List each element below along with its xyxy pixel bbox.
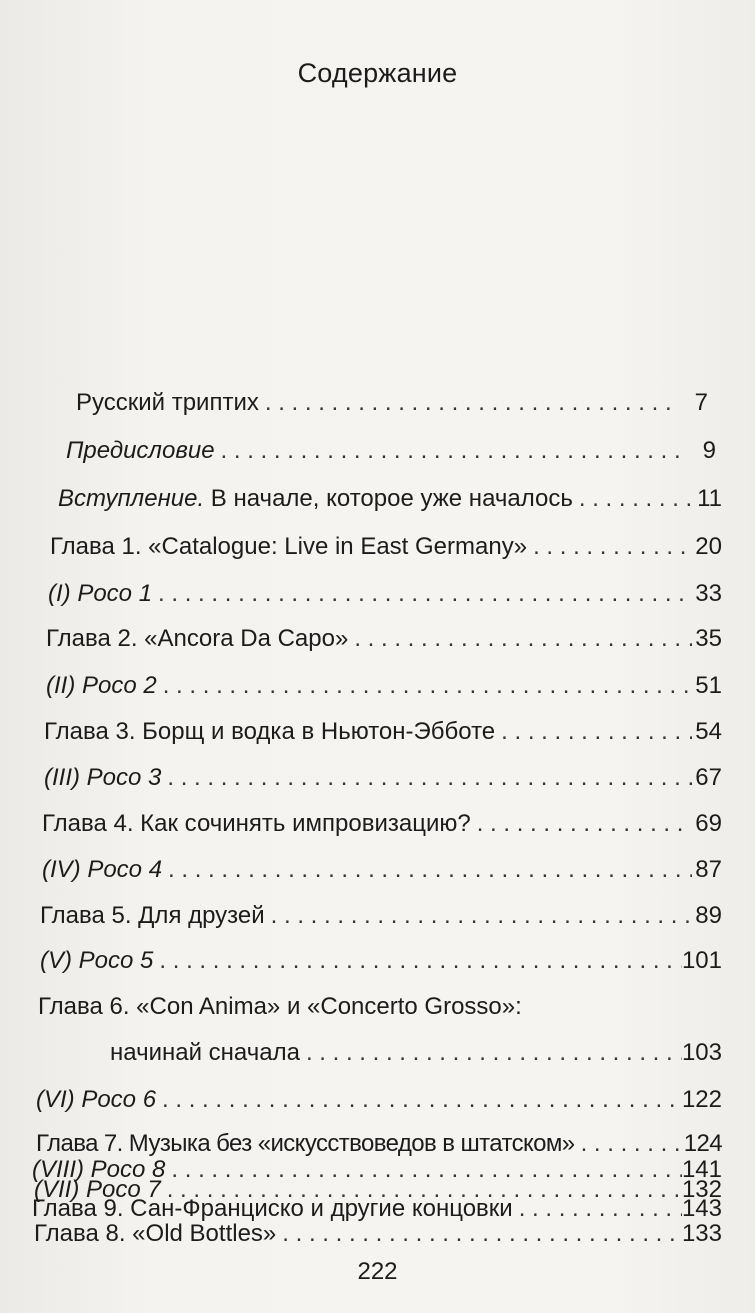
toc-entry	[50, 530, 722, 564]
toc-entry-title: Глава 5. Для друзей	[40, 902, 265, 929]
dot-leader	[513, 1192, 682, 1226]
toc-entry-page: 9	[702, 437, 716, 464]
toc-entry-title-italic: Вступление.	[58, 485, 205, 512]
dot-leader	[156, 1083, 682, 1117]
toc-entry-title: (VIII) Poco 8	[32, 1156, 166, 1183]
toc-entry	[46, 622, 722, 656]
toc-entry	[42, 853, 722, 887]
toc-entry-title: (IV) Poco 4	[42, 856, 163, 883]
dot-leader	[157, 669, 692, 703]
toc-entry-page: 51	[695, 672, 722, 699]
toc-entry-title: Глава 3. Борщ и водка в Ньютон-Эбботе	[44, 718, 496, 745]
toc-entry-page: 101	[681, 947, 722, 974]
toc-entry	[42, 807, 722, 841]
dot-leader	[215, 434, 686, 468]
toc-entry-page: 89	[695, 902, 722, 929]
toc-entry-title: Предисловие	[66, 437, 215, 464]
toc-entry-page: 33	[695, 580, 722, 607]
toc-entry-page: 20	[695, 533, 722, 560]
dot-leader	[300, 1036, 682, 1070]
toc-entry-title: Глава 1. «Catalogue: Live in East Germany»	[50, 533, 528, 560]
toc-entry-page: 122	[681, 1086, 722, 1113]
toc-entry	[66, 434, 716, 468]
toc-entry-title: (VI) Poco 6	[36, 1086, 157, 1113]
toc-entry	[48, 577, 722, 611]
toc-entry-title: Глава 4. Как сочинять импровизацию?	[42, 810, 471, 837]
toc-entry	[44, 715, 722, 749]
toc-entry	[32, 1153, 722, 1187]
toc-entry	[110, 1036, 722, 1070]
toc-entry	[40, 944, 722, 978]
toc-entry-page: 143	[681, 1195, 722, 1222]
dot-leader	[161, 761, 692, 795]
toc-entry	[32, 1192, 722, 1226]
toc-entry-page: 141	[681, 1156, 722, 1183]
toc-entry-title: (I) Poco 1	[48, 580, 153, 607]
dot-leader	[152, 577, 692, 611]
toc-entry-title: Глава 7. Музыка без «искусствоведов в штатском»	[36, 1130, 575, 1157]
dot-leader	[165, 1153, 682, 1187]
toc-entry-page: 133	[681, 1220, 722, 1247]
table-of-contents	[0, 378, 755, 1247]
toc-entry-first-line	[38, 990, 722, 1024]
page-title: Содержание	[297, 58, 458, 88]
toc-entry-title: Русский триптих	[76, 389, 259, 416]
dot-leader	[259, 386, 678, 420]
toc-entry-title: Глава 6. «Con Anima» и «Concerto Grosso»:	[38, 993, 522, 1020]
toc-entry-page: 54	[695, 718, 722, 745]
toc-entry-title-rest: В начале, которое уже началось	[204, 485, 573, 512]
dot-leader	[348, 622, 692, 656]
toc-entry	[76, 386, 708, 420]
toc-entry-title: Глава 2. «Ancora Da Capo»	[46, 625, 349, 652]
dot-leader	[471, 807, 692, 841]
toc-entry-title: (III) Poco 3	[44, 764, 162, 791]
toc-entry-title: Глава 9. Сан-Франциско и другие концовки	[32, 1195, 513, 1222]
toc-entry	[40, 899, 722, 933]
toc-entry-page: 124	[683, 1130, 722, 1157]
toc-entry-page: 35	[695, 625, 722, 652]
toc-entry-title: (VII) Poco 7	[34, 1176, 161, 1203]
toc-entry-title: (V) Poco 5	[40, 947, 154, 974]
dot-leader	[265, 899, 692, 933]
toc-entry-page: 132	[681, 1176, 722, 1203]
toc-entry-title-continued: начинай сначала	[110, 1039, 300, 1066]
toc-entry-title: Глава 8. «Old Bottles»	[34, 1220, 277, 1247]
dot-leader	[495, 715, 692, 749]
dot-leader	[153, 944, 682, 978]
toc-entry-page: 7	[694, 389, 708, 416]
toc-entry	[44, 761, 722, 795]
toc-entry-page: 103	[681, 1039, 722, 1066]
toc-entry-title	[58, 482, 573, 516]
toc-entry-page: 87	[695, 856, 722, 883]
page-number: 222	[357, 1258, 398, 1285]
toc-entry	[36, 1083, 722, 1117]
dot-leader	[573, 482, 692, 516]
dot-leader	[527, 530, 692, 564]
dot-leader	[162, 853, 692, 887]
toc-entry	[46, 669, 722, 703]
toc-entry	[58, 482, 722, 516]
toc-entry-title: (II) Poco 2	[46, 672, 157, 699]
toc-entry-page: 67	[695, 764, 722, 791]
toc-entry-page: 11	[697, 485, 722, 512]
toc-entry-page: 69	[695, 810, 722, 837]
